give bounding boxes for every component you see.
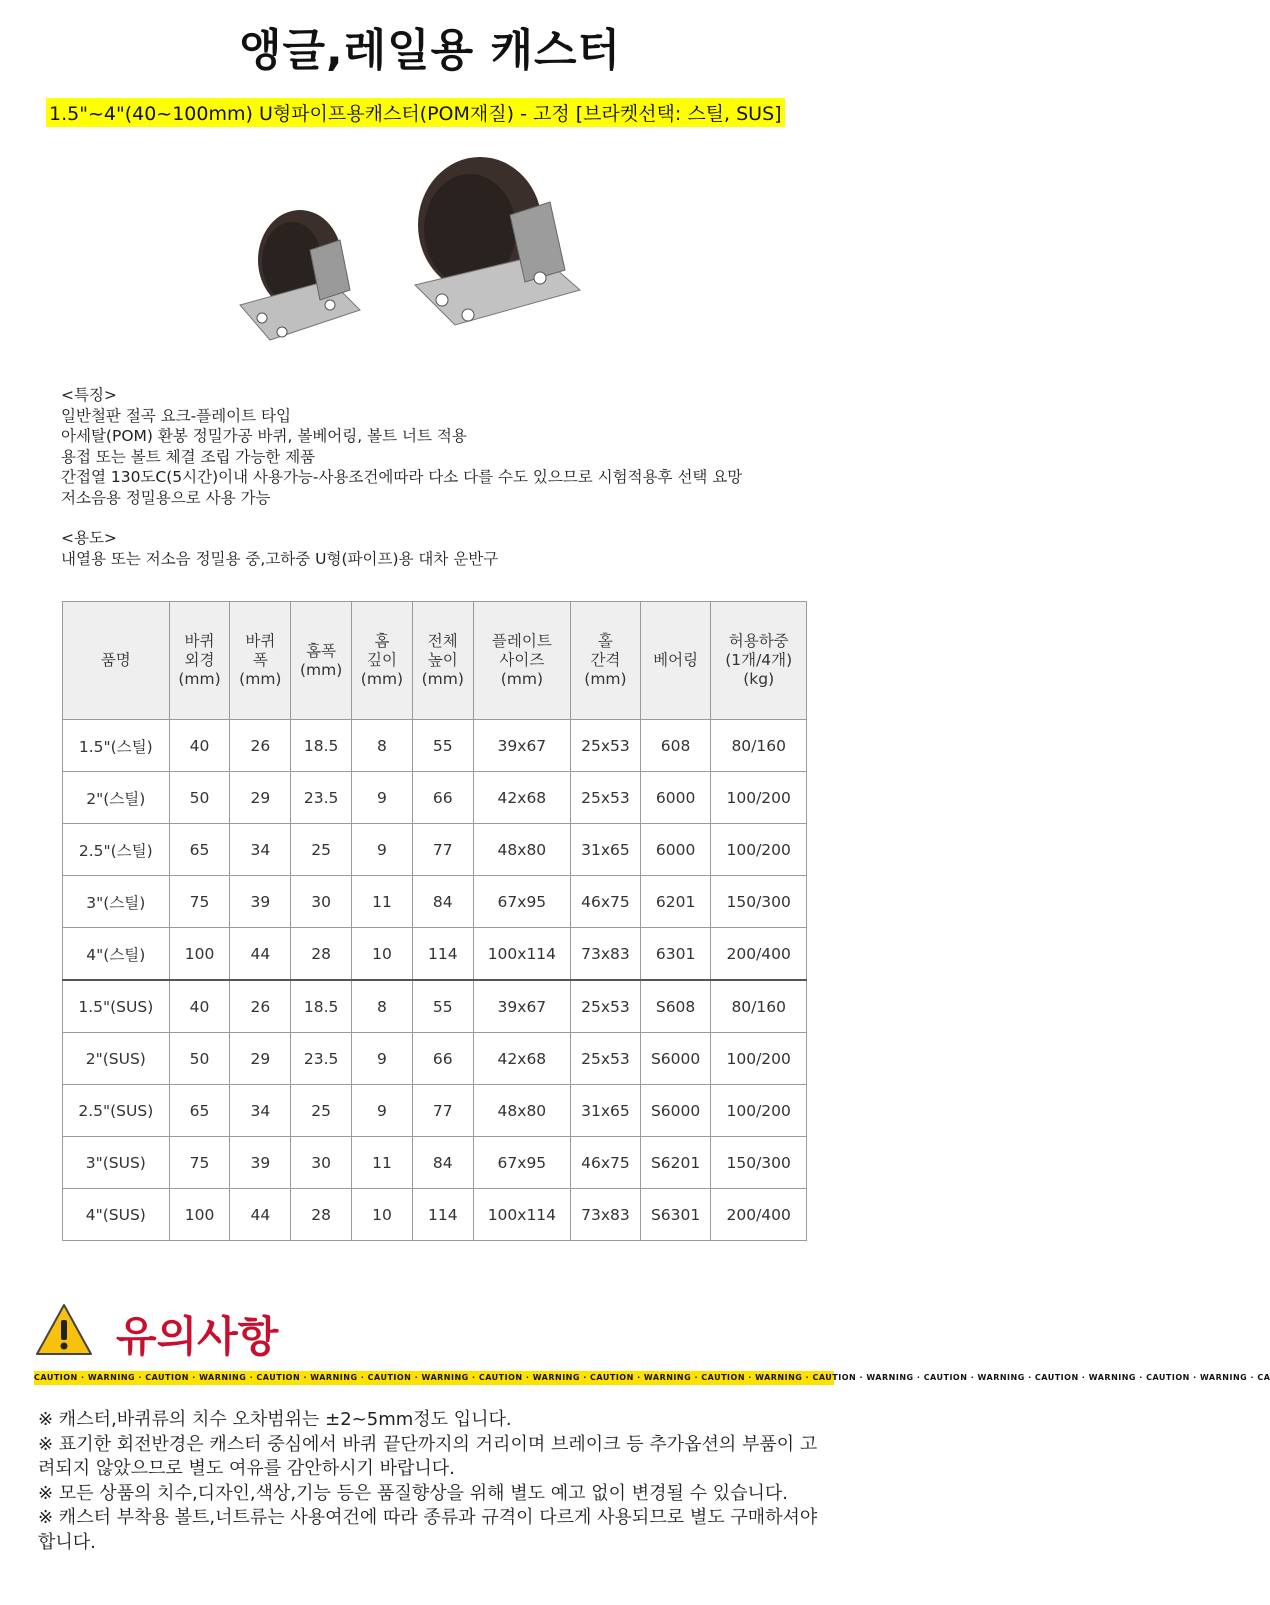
- spec-value-cell: 39x67: [473, 720, 570, 772]
- table-row: [63, 980, 807, 1033]
- spec-value-cell: 65: [169, 824, 230, 876]
- spec-value-cell: 114: [412, 1189, 473, 1241]
- spec-value-cell: 80/160: [711, 980, 807, 1033]
- spec-value-cell: 67x95: [473, 876, 570, 928]
- spec-value-cell: 18.5: [291, 980, 352, 1033]
- feature-line: 일반철판 절곡 요크-플레이트 타입: [61, 406, 291, 425]
- spec-value-cell: 25: [291, 1085, 352, 1137]
- notice-line: ※ 모든 상품의 치수,디자인,색상,기능 등은 품질향상을 위해 별도 예고 없이 변경될 수 있습니다.: [38, 1482, 788, 1504]
- spec-header-cell: 베어링: [640, 602, 711, 720]
- feature-line: 저소음용 정밀용으로 사용 가능: [61, 488, 271, 507]
- spec-value-cell: 9: [352, 1033, 413, 1085]
- table-row: [63, 876, 807, 928]
- spec-header-cell: 홈폭 (mm): [291, 602, 352, 720]
- spec-value-cell: 10: [352, 1189, 413, 1241]
- feature-line: 아세탈(POM) 환봉 정밀가공 바퀴, 볼베어링, 볼트 너트 적용: [61, 427, 467, 445]
- usage-line: 내열용 또는 저소음 정밀용 중,고하중 U형(파이프)용 대차 운반구: [61, 549, 499, 568]
- spec-value-cell: 28: [291, 1189, 352, 1241]
- spec-value-cell: 48x80: [473, 1085, 570, 1137]
- warning-icon: [34, 1300, 94, 1360]
- spec-value-cell: 10: [352, 928, 413, 981]
- feature-line: 용접 또는 볼트 체결 조립 가능한 제품: [61, 447, 316, 466]
- spec-value-cell: S608: [640, 980, 711, 1033]
- spec-value-cell: 25: [291, 824, 352, 876]
- spec-value-cell: 44: [230, 1189, 291, 1241]
- spec-value-cell: 50: [169, 772, 230, 824]
- notice-title: 유의사항: [116, 1312, 279, 1361]
- spec-header-cell: 바퀴 외경 (mm): [169, 602, 230, 720]
- product-subtitle: 1.5"~4"(40~100mm) U형파이프용캐스터(POM재질) - 고정 [브라켓선택: 스틸, SUS]: [46, 98, 785, 127]
- table-row: [63, 1189, 807, 1241]
- spec-value-cell: 46x75: [571, 1137, 641, 1189]
- large-caster-illustration: [415, 157, 580, 325]
- spec-header-cell: 품명: [63, 602, 170, 720]
- product-name-cell: 2.5"(스틸): [63, 824, 170, 876]
- spec-value-cell: 25x53: [571, 772, 641, 824]
- spec-value-cell: 29: [230, 772, 291, 824]
- spec-header-cell: 허용하중 (1개/4개) (kg): [711, 602, 807, 720]
- product-name-cell: 3"(스틸): [63, 876, 170, 928]
- table-row: [63, 1033, 807, 1085]
- spec-value-cell: 26: [230, 720, 291, 772]
- spec-value-cell: 48x80: [473, 824, 570, 876]
- spec-value-cell: 29: [230, 1033, 291, 1085]
- features-section: [61, 385, 742, 569]
- spec-value-cell: 6000: [640, 824, 711, 876]
- spec-value-cell: 200/400: [711, 928, 807, 981]
- table-row: [63, 720, 807, 772]
- spec-value-cell: 46x75: [571, 876, 641, 928]
- table-row: [63, 772, 807, 824]
- spec-table-body: [63, 720, 807, 1241]
- spec-value-cell: 608: [640, 720, 711, 772]
- product-name-cell: 4"(SUS): [63, 1189, 170, 1241]
- notice-line: ※ 캐스터,바퀴류의 치수 오차범위는 ±2~5mm정도 입니다.: [38, 1409, 512, 1430]
- spec-value-cell: 31x65: [571, 824, 641, 876]
- spec-value-cell: 73x83: [571, 1189, 641, 1241]
- spec-value-cell: 40: [169, 720, 230, 772]
- features-heading: <특징>: [61, 386, 117, 404]
- spec-value-cell: 55: [412, 720, 473, 772]
- spec-value-cell: 25x53: [571, 1033, 641, 1085]
- spec-value-cell: 200/400: [711, 1189, 807, 1241]
- spec-value-cell: 66: [412, 772, 473, 824]
- spec-value-cell: 100/200: [711, 1085, 807, 1137]
- spec-value-cell: 80/160: [711, 720, 807, 772]
- product-name-cell: 1.5"(스틸): [63, 720, 170, 772]
- spec-value-cell: 6201: [640, 876, 711, 928]
- spec-table-header-row: [63, 602, 807, 720]
- product-name-cell: 1.5"(SUS): [63, 980, 170, 1033]
- spec-value-cell: 150/300: [711, 1137, 807, 1189]
- spec-value-cell: 25x53: [571, 720, 641, 772]
- spec-value-cell: 11: [352, 1137, 413, 1189]
- spec-value-cell: 25x53: [571, 980, 641, 1033]
- spec-value-cell: 26: [230, 980, 291, 1033]
- small-caster-illustration: [240, 210, 360, 340]
- notice-line: ※ 캐스터 부착용 볼트,너트류는 사용여건에 따라 종류과 규격이 다르게 사용되므로 별도 구매하셔야 합니다.: [38, 1507, 818, 1553]
- spec-value-cell: 39: [230, 1137, 291, 1189]
- spec-value-cell: 39x67: [473, 980, 570, 1033]
- spec-value-cell: S6000: [640, 1033, 711, 1085]
- spec-header-cell: 바퀴 폭 (mm): [230, 602, 291, 720]
- spec-value-cell: S6000: [640, 1085, 711, 1137]
- table-row: [63, 928, 807, 981]
- spec-value-cell: 18.5: [291, 720, 352, 772]
- spec-header-cell: 홀 간격 (mm): [571, 602, 641, 720]
- spec-value-cell: 100/200: [711, 772, 807, 824]
- product-name-cell: 2"(스틸): [63, 772, 170, 824]
- spec-value-cell: 84: [412, 876, 473, 928]
- spec-value-cell: 84: [412, 1137, 473, 1189]
- notice-notes: [38, 1408, 828, 1555]
- product-name-cell: 2"(SUS): [63, 1033, 170, 1085]
- spec-value-cell: 150/300: [711, 876, 807, 928]
- spec-value-cell: 100x114: [473, 1189, 570, 1241]
- spec-value-cell: 30: [291, 876, 352, 928]
- spec-header-cell: 전체 높이 (mm): [412, 602, 473, 720]
- spec-value-cell: 55: [412, 980, 473, 1033]
- spec-value-cell: 40: [169, 980, 230, 1033]
- spec-value-cell: 77: [412, 1085, 473, 1137]
- spec-value-cell: 77: [412, 824, 473, 876]
- spec-value-cell: 75: [169, 1137, 230, 1189]
- feature-line: 간접열 130도C(5시간)이내 사용가능-사용조건에따라 다소 다를 수도 있으므로 시험적용후 선택 요망: [61, 468, 743, 486]
- spec-value-cell: 8: [352, 720, 413, 772]
- spec-table: [62, 601, 807, 1241]
- spec-value-cell: 100: [169, 1189, 230, 1241]
- spec-value-cell: 100: [169, 928, 230, 981]
- product-name-cell: 4"(스틸): [63, 928, 170, 981]
- spec-value-cell: 65: [169, 1085, 230, 1137]
- spec-value-cell: S6301: [640, 1189, 711, 1241]
- caution-strip: CAUTION · WARNING · CAUTION · WARNING · CAUTION · WARNING · CAUTION · WARNING · CAUTION · WARNING · CAUTION · WARNING · CAUTION · WARNING · CAUTION · WARNING · CAUTION · WARNING · CAUTION · WARNING · CAUTION · WARNING · CA: [34, 1371, 834, 1385]
- spec-value-cell: 30: [291, 1137, 352, 1189]
- spec-value-cell: 31x65: [571, 1085, 641, 1137]
- table-row: [63, 1085, 807, 1137]
- spec-value-cell: 44: [230, 928, 291, 981]
- spec-value-cell: 9: [352, 772, 413, 824]
- spec-value-cell: 23.5: [291, 1033, 352, 1085]
- spec-value-cell: 42x68: [473, 772, 570, 824]
- spec-value-cell: 34: [230, 824, 291, 876]
- spec-header-cell: 홈 깊이 (mm): [352, 602, 413, 720]
- spec-value-cell: 8: [352, 980, 413, 1033]
- spec-value-cell: 6301: [640, 928, 711, 981]
- spec-value-cell: 39: [230, 876, 291, 928]
- spec-value-cell: S6201: [640, 1137, 711, 1189]
- table-row: [63, 1137, 807, 1189]
- usage-heading: <용도>: [61, 529, 117, 547]
- notice-line: ※ 표기한 회전반경은 캐스터 중심에서 바퀴 끝단까지의 거리이며 브레이크 등 추가옵션의 부품이 고려되지 않았으므로 별도 여유를 감안하시기 바랍니다.: [38, 1433, 818, 1479]
- spec-value-cell: 23.5: [291, 772, 352, 824]
- spec-value-cell: 67x95: [473, 1137, 570, 1189]
- spec-value-cell: 9: [352, 824, 413, 876]
- spec-value-cell: 28: [291, 928, 352, 981]
- spec-value-cell: 66: [412, 1033, 473, 1085]
- spec-value-cell: 100x114: [473, 928, 570, 981]
- spec-value-cell: 34: [230, 1085, 291, 1137]
- spec-value-cell: 42x68: [473, 1033, 570, 1085]
- spec-value-cell: 50: [169, 1033, 230, 1085]
- table-row: [63, 824, 807, 876]
- spec-value-cell: 9: [352, 1085, 413, 1137]
- spec-value-cell: 100/200: [711, 824, 807, 876]
- spec-value-cell: 75: [169, 876, 230, 928]
- page-title: 앵글,레일용 캐스터: [238, 25, 622, 76]
- spec-header-cell: 플레이트 사이즈 (mm): [473, 602, 570, 720]
- spec-value-cell: 100/200: [711, 1033, 807, 1085]
- caster-product-photo: [180, 140, 620, 390]
- product-name-cell: 3"(SUS): [63, 1137, 170, 1189]
- spec-value-cell: 73x83: [571, 928, 641, 981]
- product-name-cell: 2.5"(SUS): [63, 1085, 170, 1137]
- spec-value-cell: 114: [412, 928, 473, 981]
- spec-value-cell: 11: [352, 876, 413, 928]
- spec-value-cell: 6000: [640, 772, 711, 824]
